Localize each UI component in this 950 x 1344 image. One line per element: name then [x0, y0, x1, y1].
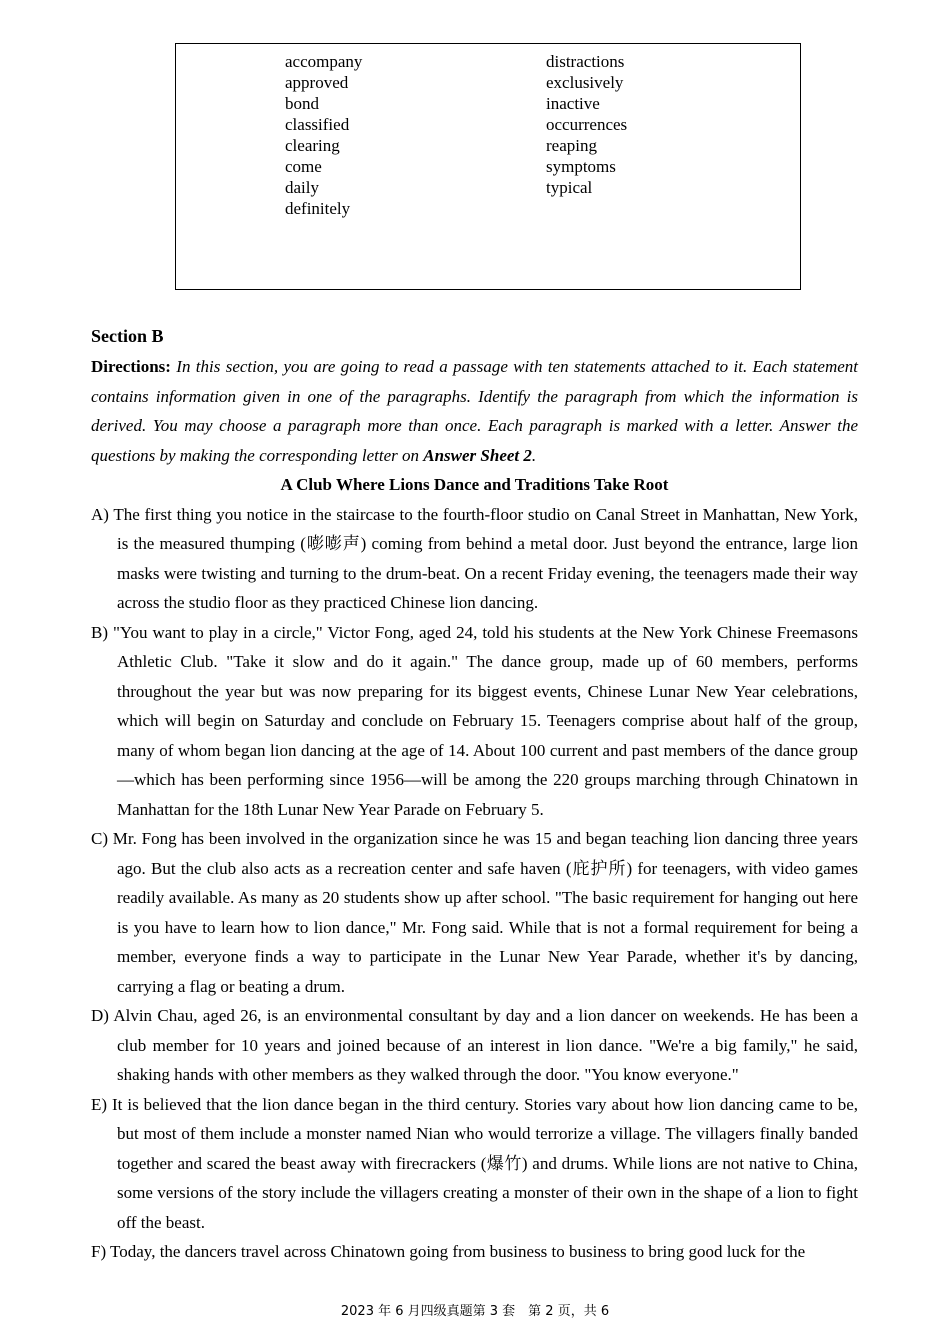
word-item: clearing: [285, 136, 340, 155]
word-item: occurrences: [546, 115, 628, 134]
word-bank-box: [175, 43, 801, 290]
word-item: accompany: [285, 52, 363, 71]
word-bank-right-column: [546, 51, 627, 198]
directions: [91, 352, 858, 470]
paragraph-c: C) Mr. Fong has been involved in the organization since he was 15 and began teaching lion dancing three years ago. But the club also acts as a recreation center and safe haven (庇护所) for teenagers, with video games readily available. As many as 20 students show up after school. "The basic requirement for hanging out here is you have to learn how to lion dance," Mr. Fong said. While that is not a formal requirement for being a member, everyone finds a way to participate in the Lunar New Year Parade, whether it's by dancing, carrying a flag or beating a drum.: [91, 829, 858, 996]
paragraph-d: D) Alvin Chau, aged 26, is an environmental consultant by day and a lion dancer on weekends. He has been a club member for 10 years and joined because of an interest in lion dance. "We're a big family," he said, shaking hands with other members as they walked through the door. "You know everyone.": [91, 1006, 858, 1084]
paragraph-f: F) Today, the dancers travel across Chinatown going from business to business to bring good luck for the: [91, 1242, 806, 1261]
word-item: approved: [285, 73, 349, 92]
word-bank-left-column: [285, 51, 362, 219]
word-item: classified: [285, 115, 350, 134]
word-item: reaping: [546, 136, 597, 155]
directions-end: .: [531, 445, 537, 465]
answer-sheet-reference: Answer Sheet 2: [423, 445, 532, 465]
passage-title: A Club Where Lions Dance and Traditions Take Root: [280, 475, 669, 494]
paragraph-b: B) "You want to play in a circle," Victor Fong, aged 24, told his students at the New York Chinese Freemasons Athletic Club. "Take it slow and do it again." The dance group, made up of 60 members, performs throughout the year but was now preparing for its biggest events, Chinese Lunar New Year celebrations, which will begin on Saturday and conclude on February 15. Teenagers comprise about half of the group, many of whom began lion dancing at the age of 14. About 100 current and past members of the dance group—which has been performing since 1956—will be among the 220 groups marching through Chinatown in Manhattan for the 18th Lunar New Year Parade on February 5.: [91, 622, 858, 819]
word-item: exclusively: [546, 73, 624, 92]
word-item: come: [285, 157, 322, 176]
word-item: distractions: [546, 52, 625, 71]
directions-text: In this section, you are going to read a passage with ten statements attached to it. Each statement contains information given in one of the paragraphs. Identify the paragraph from which the information is derived. You may choose a paragraph more than once. Each paragraph is marked with a letter. Answer the questions by making the corresponding letter on: [91, 357, 858, 465]
word-item: daily: [285, 178, 319, 197]
main-content: [91, 320, 858, 1267]
word-item: symptoms: [546, 157, 616, 176]
section-title: Section B: [91, 326, 164, 346]
word-item: inactive: [546, 94, 600, 113]
word-item: bond: [285, 94, 319, 113]
directions-label: Directions:: [91, 357, 171, 376]
word-item: definitely: [285, 199, 351, 218]
word-item: typical: [546, 178, 593, 197]
page-footer: 2023 年 6 月四级真题第 3 套 第 2 页，共 6: [340, 1304, 610, 1319]
paragraph-a: A) The first thing you notice in the staircase to the fourth-floor studio on Canal Street in Manhattan, New York, is the measured thumping (嘭嘭声) coming from behind a metal door. Just beyond the entrance, large lion masks were twisting and turning to the drum-beat. On a recent Friday evening, the teenagers made their way across the studio floor as they practiced Chinese lion dancing.: [91, 504, 858, 612]
paragraph-e: E) It is believed that the lion dance began in the third century. Stories vary about how lion dancing came to be, but most of them include a monster named Nian who would terrorize a village. The villagers finally banded together and scared the beast away with firecrackers (爆竹) and drums. While lions are not native to China, some versions of the story include the villagers creating a monster of their own in the shape of a lion to fight off the beast.: [91, 1094, 858, 1232]
